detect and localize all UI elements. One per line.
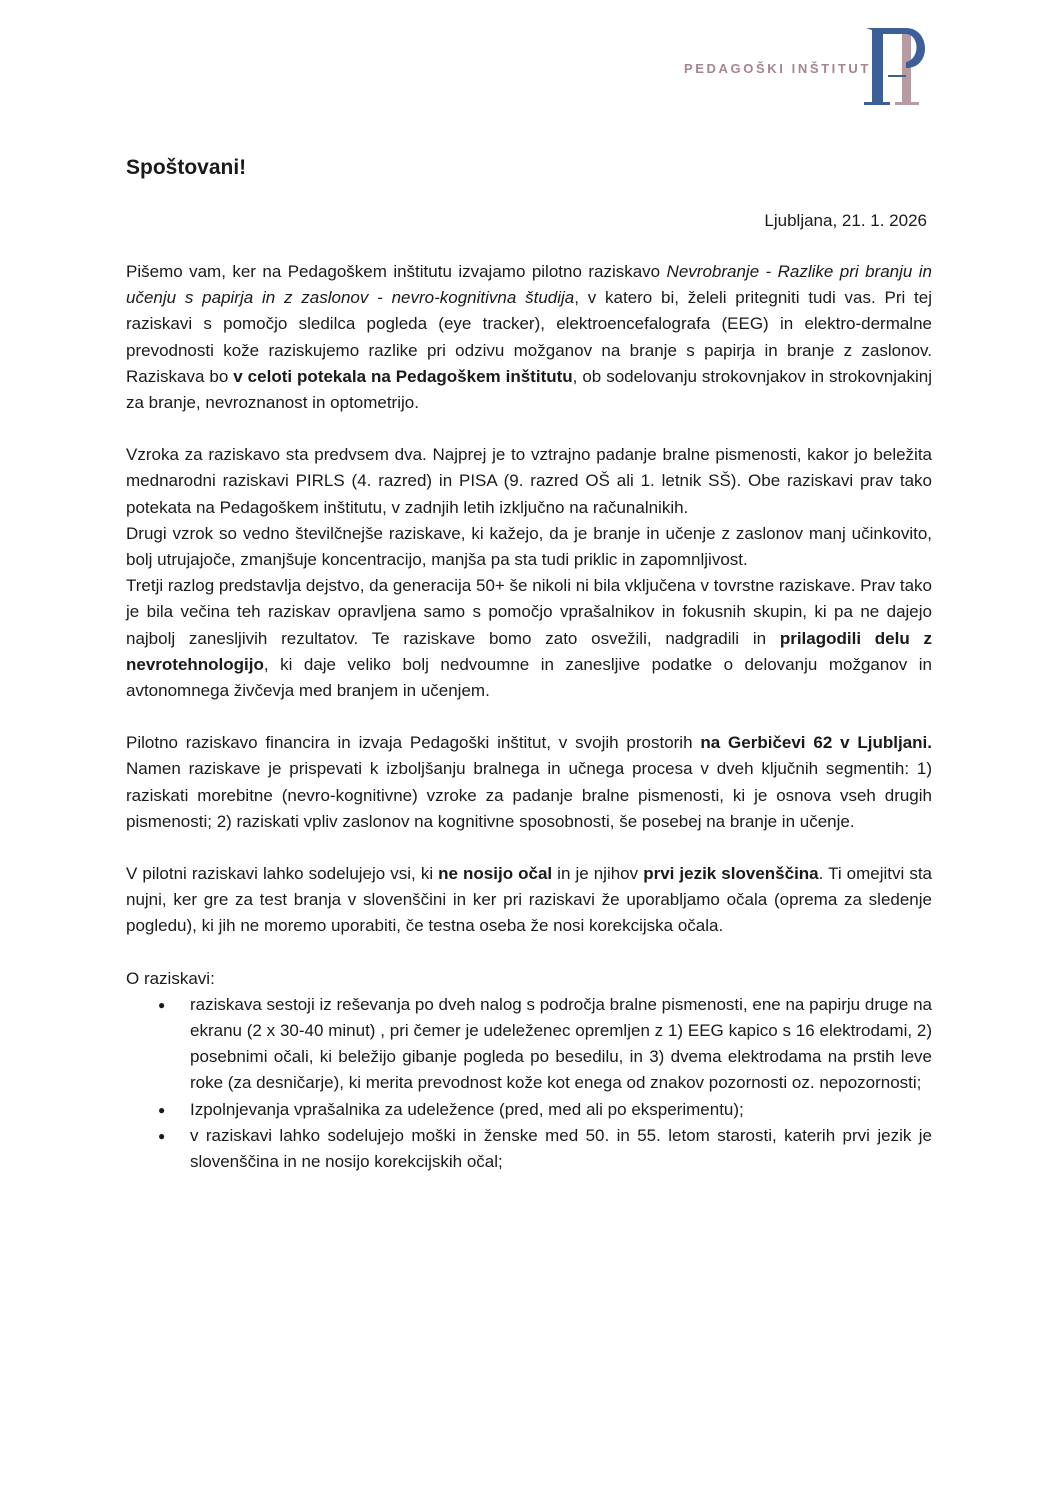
address: na Gerbičevi 62 v Ljubljani. bbox=[700, 733, 932, 753]
paragraph-third-reason: Tretji razlog predstavlja dejstvo, da generacija 50+ še nikoli ni bila vključena v tovrstne raziskave. Prav tako je bila večina teh raziskav opravljena samo s pomočjo vprašalnikov in fokusnih skupin, ki pa ne dajejo najbolj zanesljivih rezultatov. Te raziskave bomo zato osvežili, nadgradili in prilagodili delu z nevrotehnologijo, ki daje veliko bolj nedvoumne in zanesljive podatke o delovanju možganov in avtonomnega živčevja med branjem in učenjem. bbox=[126, 576, 932, 701]
greeting: Spoštovani! bbox=[126, 156, 247, 179]
about-heading: O raziskavi: bbox=[126, 968, 215, 988]
about-list bbox=[126, 992, 932, 1175]
paragraph-eligibility: V pilotni raziskavi lahko sodelujejo vsi, ki ne nosijo očal in je njihov prvi jezik slovenščina. Ti omejitvi sta nujni, ker gre za test branja v slovenščini in ker pri raziskavi že uporabljamo očala (oprema za sledenje pogledu), ki jih ne moremo uporabiti, če testna oseba že nosi korekcijska očala. bbox=[126, 864, 933, 936]
list-item: ● v raziskavi lahko sodelujejo moški in ženske med 50. in 55. letom starosti, katerih prvi jezik je slovenščina in ne nosijo korekcijskih očal; bbox=[190, 1123, 932, 1175]
letter-body bbox=[126, 259, 932, 1175]
institute-logo bbox=[684, 26, 934, 108]
paragraph-reasons: Vzroka za raziskavo sta predvsem dva. Najprej je to vztrajno padanje bralne pismenosti, kakor jo beležita mednarodni raziskavi PIRLS (4. razred) in PISA (9. razred OŠ ali 1. letnik SŠ). Obe raziskavi prav tako potekata na Pedagoškem inštitutu, v zadnjih letih izključno na računalnikih. bbox=[126, 445, 932, 517]
logo-text: PEDAGOŠKI INŠTITUT bbox=[684, 61, 871, 76]
letter-date: Ljubljana, 21. 1. 2026 bbox=[764, 211, 927, 230]
list-item: ● Izpolnjevanja vprašalnika za udeležence (pred, med ali po eksperimentu); bbox=[190, 1097, 932, 1123]
pi-monogram-icon bbox=[862, 26, 934, 108]
paragraph-second-reason: Drugi vzrok so vedno številčnejše raziskave, ki kažejo, da je branje in učenje z zaslonov manj učinkovito, bolj utrujajoče, zmanjšuje koncentracijo, manjša pa sta tudi priklic in zapomnljivost. bbox=[126, 523, 932, 570]
paragraph-intro: Pišemo vam, ker na Pedagoškem inštitutu izvajamo pilotno raziskavo Nevrobranje - Razlike pri branju in učenju s papirja in z zaslonov - nevro-kognitivna študija, v katero bi, želeli pritegniti tudi vas. Pri tej raziskavi s pomočjo sledilca pogleda (eye tracker), elektroencefalografa (EEG) in elektro-dermalne prevodnosti kože raziskujemo razlike pri odzivu možganov na branje s papirja in branje z zaslonov. Raziskava bo v celoti potekala na Pedagoškem inštitutu, ob sodelovanju strokovnjakov in strokovnjakinj za branje, nevroznanost in optometrijo. bbox=[126, 262, 933, 413]
study-title: Nevrobranje - Razlike pri branju in učenju s papirja in z zaslonov - nevro-kognitivna študija bbox=[126, 262, 932, 308]
list-item: ● raziskava sestoji iz reševanja po dveh nalog s področja bralne pismenosti, ene na papirju druge na ekranu (2 x 30-40 minut) , pri čemer je udeleženec opremljen z 1) EEG kapico s 16 elektrodami, 2) posebnimi očali, ki beležijo gibanje pogleda po besedilu, in 3) dvema elektrodama na prstih leve roke (za desničarje), ki merita prevodnost kože kot enega od znakov pozornosti oz. nepozornosti; bbox=[190, 992, 932, 1097]
paragraph-funding: Pilotno raziskavo financira in izvaja Pedagoški inštitut, v svojih prostorih na Gerbičevi 62 v Ljubljani. Namen raziskave je prispevati k izboljšanju bralnega in učnega procesa v dveh ključnih segmentih: 1) raziskati morebitne (nevro-kognitivne) vzroke za padanje bralne pismenosti, ki je osnova vseh drugih pismenosti; 2) raziskati vpliv zaslonov na kognitivne sposobnosti, še posebej na branje in učenje. bbox=[126, 733, 932, 831]
